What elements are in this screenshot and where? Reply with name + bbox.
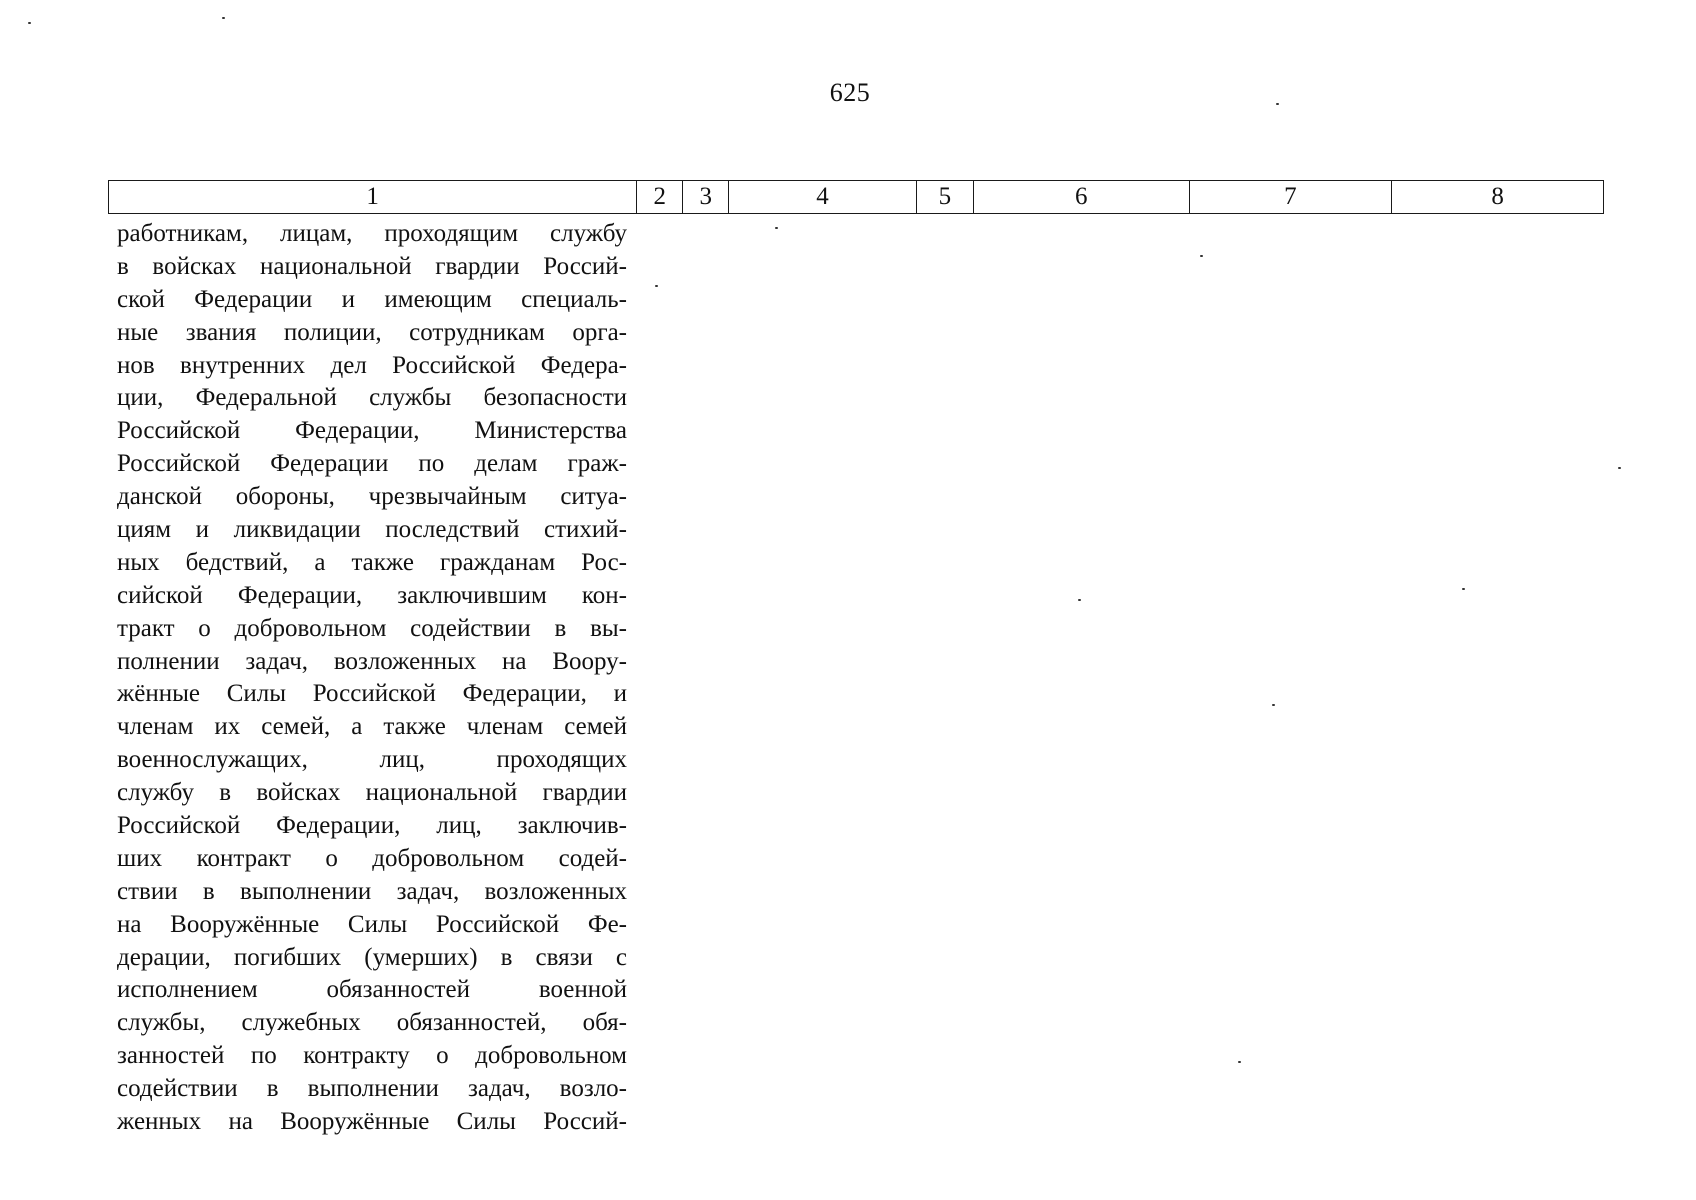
scan-speck	[1078, 599, 1081, 601]
text-line: данской обороны, чрезвычайным ситуа-	[117, 483, 627, 511]
column-1-text	[117, 218, 627, 1139]
text-line: исполнением обязанностей военной	[117, 976, 627, 1004]
scan-speck	[775, 227, 778, 229]
page-number: 625	[829, 78, 871, 107]
column-header-4: 4	[729, 181, 917, 213]
text-line: ных бедствий, а также гражданам Рос-	[117, 548, 627, 576]
text-line: полнении задач, возложенных на Воору-	[117, 647, 627, 675]
scan-speck	[28, 22, 31, 24]
text-line: ные звания полиции, сотрудникам орга-	[117, 318, 627, 346]
scan-speck	[1272, 704, 1275, 706]
text-line: службу в войсках национальной гвардии	[117, 779, 627, 807]
text-line: в войсках национальной гвардии Россий-	[117, 252, 627, 280]
text-line: ствии в выполнении задач, возложенных	[117, 877, 627, 905]
text-line: работникам, лицам, проходящим службу	[117, 220, 627, 247]
text-line: жённые Силы Российской Федерации, и	[117, 680, 627, 708]
scan-speck	[1462, 588, 1465, 590]
text-line: сийской Федерации, заключившим кон-	[117, 581, 627, 609]
column-header-6: 6	[974, 181, 1190, 213]
text-line: ших контракт о добровольном содей-	[117, 844, 627, 872]
scan-speck	[655, 285, 658, 287]
text-line: Российской Федерации, лиц, заключив-	[117, 812, 627, 840]
scan-speck	[1238, 1061, 1241, 1063]
column-header-1: 1	[109, 181, 637, 213]
text-line: на Вооружённые Силы Российской Фе-	[117, 910, 627, 938]
column-header-2: 2	[637, 181, 683, 213]
text-line: членам их семей, а также членам семей	[117, 713, 627, 741]
text-line: службы, служебных обязанностей, обя-	[117, 1009, 627, 1037]
scan-speck	[1200, 255, 1203, 257]
text-line: ской Федерации и имеющим специаль-	[117, 285, 627, 313]
text-line: женных на Вооружённые Силы Россий-	[117, 1108, 627, 1136]
text-line: циям и ликвидации последствий стихий-	[117, 516, 627, 544]
text-line: военнослужащих, лиц, проходящих	[117, 746, 627, 774]
scan-speck	[1618, 467, 1621, 469]
scan-speck	[222, 17, 225, 19]
column-header-5: 5	[917, 181, 974, 213]
text-line: занностей по контракту о добровольном	[117, 1042, 627, 1070]
column-header-3: 3	[683, 181, 729, 213]
text-line: ции, Федеральной службы безопасности	[117, 384, 627, 412]
column-header-7: 7	[1190, 181, 1393, 213]
scan-speck	[1276, 103, 1279, 105]
column-header-8: 8	[1491, 183, 1504, 210]
table-header-row	[108, 180, 1604, 214]
text-line: Российской Федерации, Министерства	[117, 417, 627, 445]
text-line: дерации, погибших (умерших) в связи с	[117, 943, 627, 971]
text-line: нов внутренних дел Российской Федера-	[117, 351, 627, 379]
text-line: тракт о добровольном содействии в вы-	[117, 614, 627, 642]
text-line: содействии в выполнении задач, возло-	[117, 1075, 627, 1103]
text-line: Российской Федерации по делам граж-	[117, 450, 627, 478]
